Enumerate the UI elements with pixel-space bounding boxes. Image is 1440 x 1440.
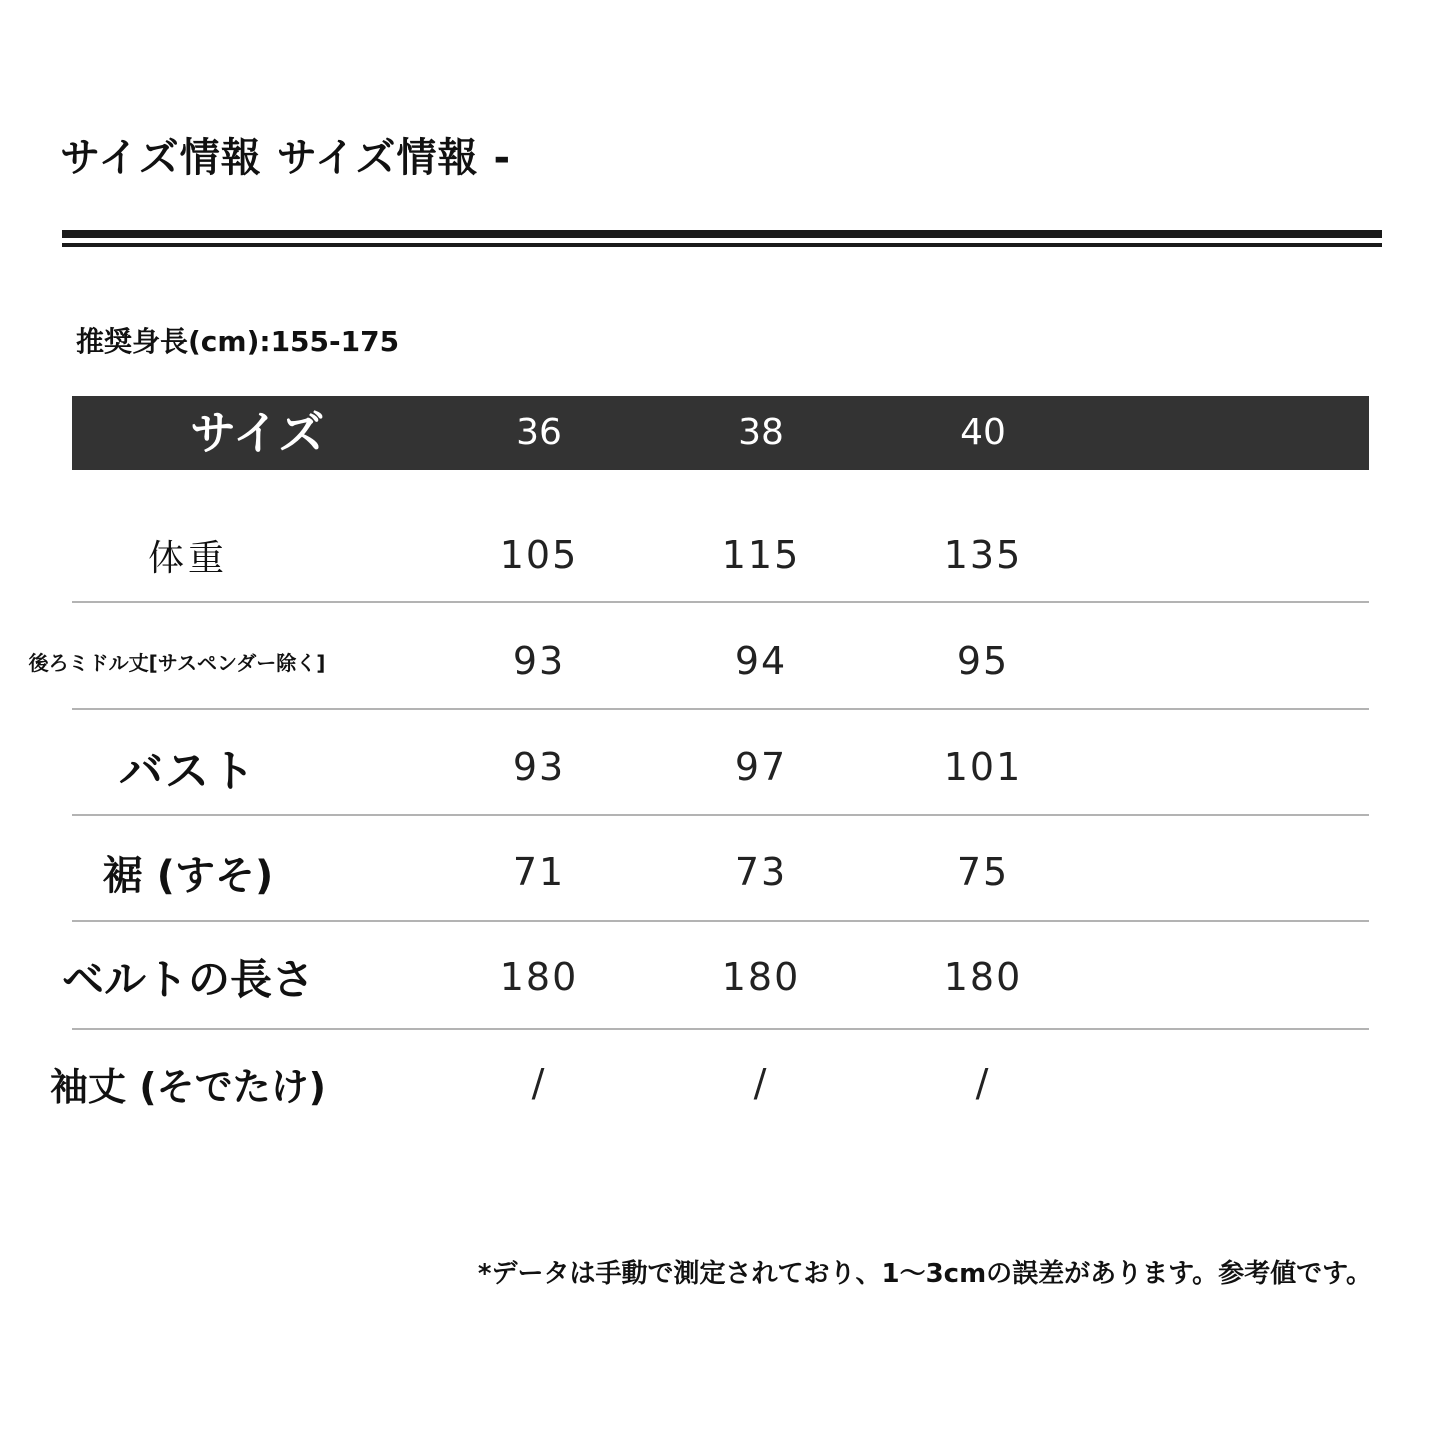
row-value: 105: [499, 533, 579, 577]
row-value: /: [975, 1061, 991, 1105]
row-value: 115: [721, 533, 801, 577]
title-rule-thin: [62, 243, 1382, 247]
row-label: 後ろミドル丈[サスペンダー除く]: [28, 650, 326, 675]
row-label: バスト: [119, 746, 257, 797]
row-value: 101: [943, 745, 1023, 789]
size-header-cell: 38: [738, 412, 784, 453]
title-rule-thick: [62, 230, 1382, 238]
row-value: 73: [734, 850, 788, 894]
row-value: 180: [499, 955, 579, 999]
row-divider: [72, 601, 1369, 603]
row-value: 95: [956, 639, 1010, 683]
footnote: *データは手動で測定されており、1～3cmの誤差があります。参考値です。: [477, 1259, 1372, 1289]
row-value: 97: [734, 745, 788, 789]
table-row: [0, 1038, 1440, 1128]
row-label: 体重: [147, 537, 228, 579]
row-label: ベルトの長さ: [61, 955, 314, 1004]
table-row: [0, 510, 1440, 600]
row-value: 180: [943, 955, 1023, 999]
row-value: 94: [734, 639, 788, 683]
page-title: サイズ情報 サイズ情報 -: [60, 135, 512, 181]
row-value: 75: [956, 850, 1010, 894]
row-value: /: [753, 1061, 769, 1105]
row-value: 135: [943, 533, 1023, 577]
row-value: 93: [512, 745, 566, 789]
size-header-cell: 36: [516, 412, 562, 453]
table-row: [0, 827, 1440, 917]
row-value: /: [531, 1061, 547, 1105]
table-row: [0, 932, 1440, 1022]
table-row: [0, 722, 1440, 812]
row-label: 裾 (すそ): [102, 852, 274, 899]
row-value: 93: [512, 639, 566, 683]
row-value: 180: [721, 955, 801, 999]
row-label: 袖丈 (そでたけ): [50, 1064, 326, 1109]
row-divider: [72, 708, 1369, 710]
size-header-row: [72, 396, 1369, 470]
row-divider: [72, 1028, 1369, 1030]
recommended-height: 推奨身長(cm):155-175: [76, 325, 400, 358]
table-row: [0, 616, 1440, 706]
row-divider: [72, 920, 1369, 922]
size-header-cell: 40: [960, 412, 1006, 453]
size-header-label: サイズ: [190, 406, 325, 460]
row-value: 71: [512, 850, 566, 894]
row-divider: [72, 814, 1369, 816]
